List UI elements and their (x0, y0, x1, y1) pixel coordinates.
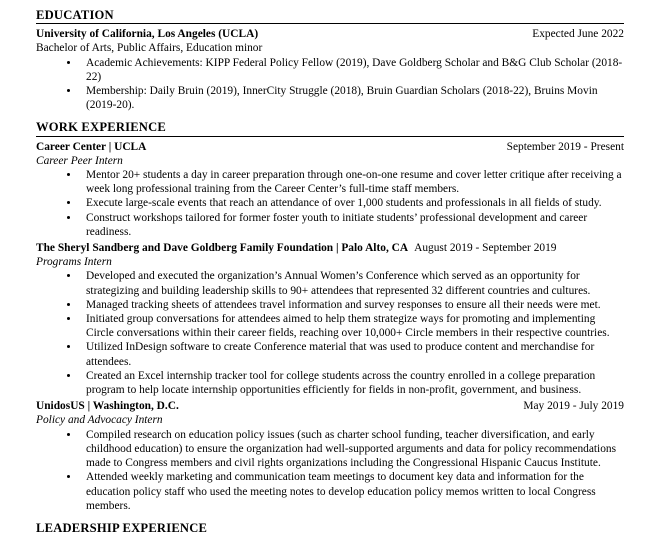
bullet-item: • Managed tracking sheets of attendees travel information and survey responses to ensure all their needs were met. (80, 298, 624, 312)
job-title: Programs Intern (36, 256, 112, 269)
school-name: University of California, Los Angeles (UCLA) (36, 28, 259, 41)
employer-name: UnidosUS | Washington, D.C. (36, 400, 179, 413)
bullet-item: • Initiated group conversations for attendees aimed to help them strategize ways for promoting and implementing Circle conversations within their career fields, reaching over 10,000+ Circle members in their respective countries. (80, 312, 624, 340)
section-heading: WORK EXPERIENCE (36, 120, 167, 135)
section-divider (36, 23, 624, 24)
entry-header (36, 241, 624, 255)
work-entry (36, 140, 624, 239)
entry-date: August 2019 - September 2019 (414, 242, 557, 255)
bullet-item: • Created an Excel internship tracker tool for college students across the country enrolled in a college preparation program to help locate internship opportunities efficiently for fields in non-profit, government, and business. (80, 369, 624, 397)
employer-name: The Sheryl Sandberg and Dave Goldberg Family Foundation | Palo Alto, CA (36, 242, 409, 255)
job-title: Policy and Advocacy Intern (36, 414, 163, 427)
section-heading: EDUCATION (36, 8, 114, 22)
work-section (36, 120, 624, 512)
bullet-list (36, 168, 624, 239)
bullet-item: • Execute large-scale events that reach an attendance of over 1,000 students and professionals in all fields of study. (80, 196, 624, 210)
entry-header (36, 399, 624, 413)
bullet-list (36, 56, 624, 113)
entry-header (36, 27, 624, 41)
resume-page (36, 0, 624, 535)
entry-header (36, 140, 624, 154)
work-entry (36, 399, 624, 513)
entry-date: Expected June 2022 (532, 28, 624, 41)
bullet-item: • Mentor 20+ students a day in career preparation through one-on-one resume and cover letter critique after receiving a week long professional training from the Career Center’s full-time staff members. (80, 168, 624, 196)
bullet-item: • Construct workshops tailored for former foster youth to initiate students’ professional development and career readiness. (80, 211, 624, 239)
work-entry (36, 241, 624, 397)
job-title: Career Peer Intern (36, 154, 123, 167)
degree-line: Bachelor of Arts, Public Affairs, Education minor (36, 42, 263, 55)
employer-name: Career Center | UCLA (36, 140, 147, 153)
education-entry (36, 27, 624, 112)
bullet-item: • Developed and executed the organization’s Annual Women’s Conference which served as an opportunity for strategizing and building leadership skills to 90+ attendees that represented 32 different countries and cultures. (80, 269, 624, 297)
section-heading: LEADERSHIP EXPERIENCE (36, 520, 208, 535)
bullet-list (36, 428, 624, 513)
bullet-item: • Utilized InDesign software to create Conference material that was used to produce content and merchandise for attendees. (80, 340, 624, 368)
bullet-item: • Attended weekly marketing and communication team meetings to document key data and information for the education policy staff who used the meeting notes to develop education policy memos written to local Congress members. (80, 470, 624, 513)
leadership-section (36, 521, 624, 535)
section-divider (36, 136, 624, 137)
education-section (36, 8, 624, 112)
bullet-item: • Academic Achievements: KIPP Federal Policy Fellow (2019), Dave Goldberg Scholar and B&G Club Scholar (2018-22) (80, 56, 624, 84)
entry-date: May 2019 - July 2019 (523, 400, 624, 413)
bullet-item: • Membership: Daily Bruin (2019), InnerCity Struggle (2018), Bruin Guardian Scholars (2018-22), Bruins Movin (2019-20). (80, 84, 624, 112)
entry-date: September 2019 - Present (506, 140, 624, 153)
bullet-list (36, 269, 624, 397)
bullet-item: • Compiled research on education policy issues (such as charter school funding, teacher diversification, and early childhood education) to ensure the organization had well-supported arguments and data for policy recommendations made to Congress members and civil rights organizations including the Congressional Hispanic Caucus Institute. (80, 428, 624, 471)
